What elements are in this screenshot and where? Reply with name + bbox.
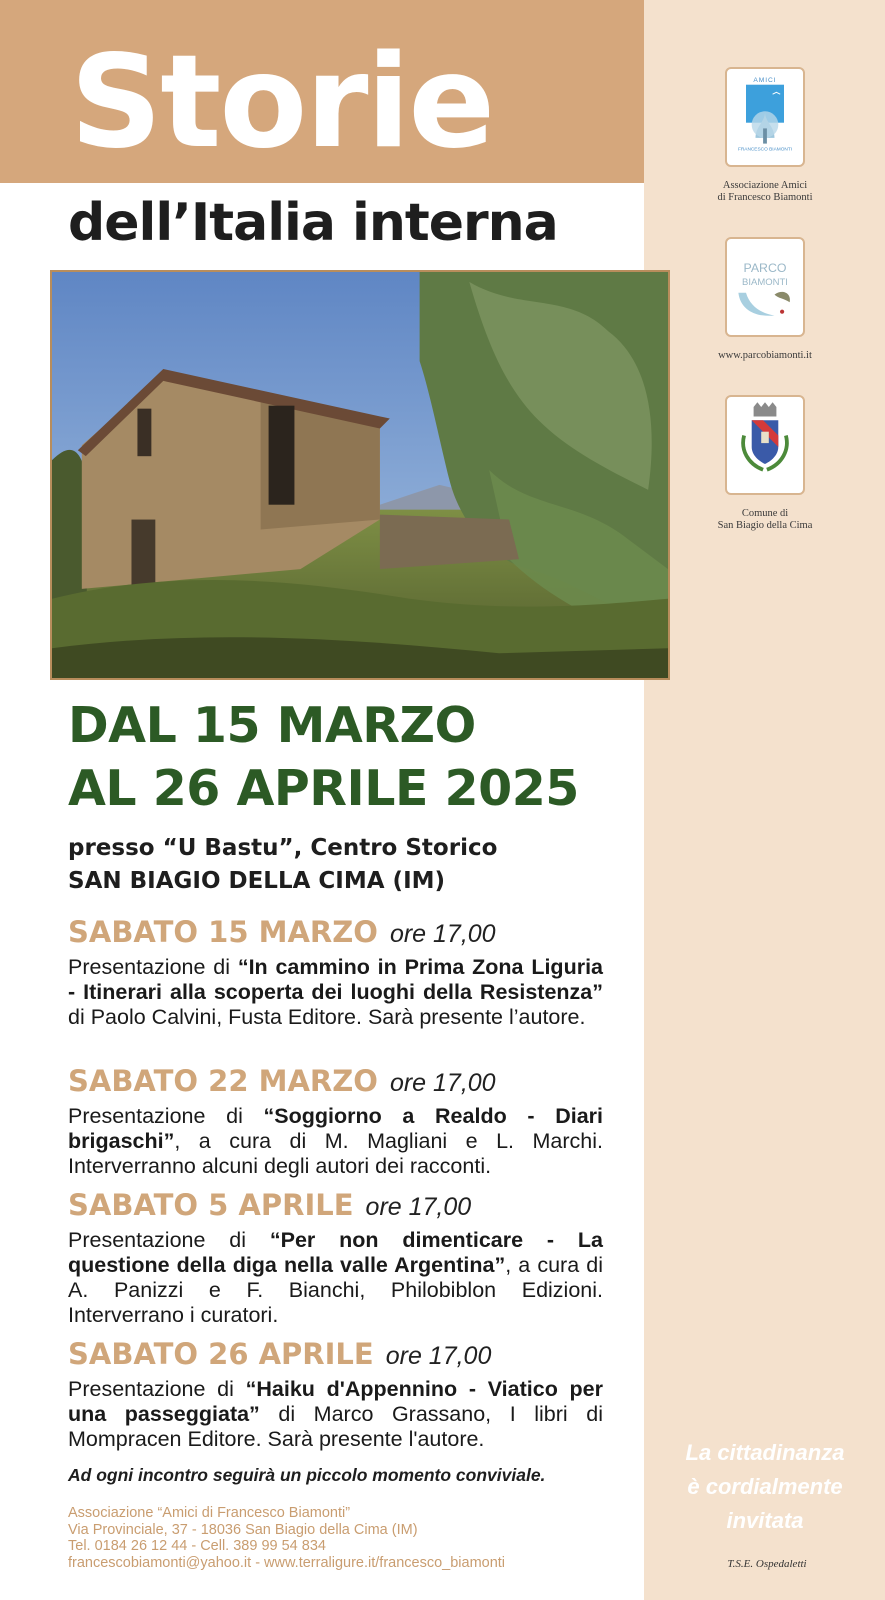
dates-line-2: AL 26 APRILE 2025 bbox=[68, 760, 579, 817]
poster-subtitle: dell’Italia interna bbox=[68, 193, 558, 253]
event-day: SABATO 22 MARZO bbox=[68, 1064, 378, 1098]
logo-text-bottom: BIAMONTI bbox=[742, 277, 788, 289]
book-title: “In cammino in Prima Zona Liguria - Itinerari alla scoperta dei luoghi della Resistenza” bbox=[68, 955, 603, 1004]
event-time: ore 17,00 bbox=[389, 1069, 496, 1097]
venue bbox=[68, 832, 497, 898]
event-4 bbox=[68, 1336, 603, 1452]
event-day: SABATO 15 MARZO bbox=[68, 915, 378, 949]
book-title: “Soggiorno a Realdo - Diari brigaschi” bbox=[68, 1104, 603, 1153]
amici-biamonti-caption: Associazione Amici di Francesco Biamonti bbox=[717, 180, 813, 203]
dates-line-1: DAL 15 MARZO bbox=[68, 697, 476, 754]
printer-credit: T.S.E. Ospedaletti bbox=[727, 1558, 807, 1570]
poster-title: Storie bbox=[70, 28, 494, 177]
footer-email-web[interactable]: francescobiamonti@yahoo.it - www.terraligure.it/francesco_biamonti bbox=[68, 1554, 506, 1571]
logo-text-top: AMICI bbox=[753, 76, 777, 84]
event-description: Presentazione di “Haiku d'Appennino - Viatico per una passeggiata” di Marco Grassano, I libri di Mompracen Editore. Sarà presente l'autore. bbox=[68, 1377, 603, 1451]
logo-text-bottom: FRANCESCO BIAMONTI bbox=[737, 147, 793, 153]
event-time: ore 17,00 bbox=[385, 1342, 492, 1370]
parco-biamonti-caption[interactable]: www.parcobiamonti.it bbox=[718, 350, 812, 361]
event-dates bbox=[68, 694, 579, 820]
parco-biamonti-logo-icon bbox=[725, 237, 805, 337]
comune-coat-of-arms-icon bbox=[725, 395, 805, 495]
venue-line-2: SAN BIAGIO DELLA CIMA (IM) bbox=[68, 868, 446, 894]
event-time: ore 17,00 bbox=[389, 920, 496, 948]
footer-address: Via Provinciale, 37 - 18036 San Biagio della Cima (IM) bbox=[68, 1521, 418, 1538]
event-description: Presentazione di “Per non dimenticare - La questione della diga nella valle Argentina”, a cura di A. Panizzi e F. Bianchi, Philobiblon Edizioni. Interverrano i curatori. bbox=[68, 1228, 603, 1327]
comune-caption: Comune di San Biagio della Cima bbox=[717, 508, 813, 531]
event-description: Presentazione di “In cammino in Prima Zona Liguria - Itinerari alla scoperta dei luoghi della Resistenza” di Paolo Calvini, Fusta Editore. Sarà presente l’autore. bbox=[68, 955, 603, 1029]
event-description: Presentazione di “Soggiorno a Realdo - Diari brigaschi”, a cura di M. Magliani e L. Marchi. Interverranno alcuni degli autori dei racconti. bbox=[68, 1104, 603, 1178]
footer-contacts bbox=[68, 1505, 505, 1571]
logo-text-top: PARCO bbox=[743, 260, 787, 275]
amici-biamonti-logo-icon bbox=[725, 67, 805, 167]
event-2 bbox=[68, 1063, 603, 1179]
event-day: SABATO 26 APRILE bbox=[68, 1337, 374, 1371]
event-time: ore 17,00 bbox=[365, 1193, 472, 1221]
footer-association: Associazione “Amici di Francesco Biamonti” bbox=[68, 1505, 351, 1521]
stone-ruin-landscape-photo bbox=[50, 270, 670, 680]
event-1 bbox=[68, 914, 603, 1030]
event-day: SABATO 5 APRILE bbox=[68, 1188, 354, 1222]
footer-phone: Tel. 0184 26 12 44 - Cell. 389 99 54 834 bbox=[68, 1538, 326, 1554]
invitation-text: La cittadinanza è cordialmente invitata bbox=[685, 1440, 845, 1533]
venue-line-1: presso “U Bastu”, Centro Storico bbox=[68, 835, 498, 861]
book-title: “Per non dimenticare - La questione della diga nella valle Argentina” bbox=[68, 1228, 603, 1277]
book-title: “Haiku d'Appennino - Viatico per una passeggiata” bbox=[68, 1377, 603, 1426]
closing-note: Ad ogni incontro seguirà un piccolo momento conviviale. bbox=[68, 1465, 546, 1485]
event-3 bbox=[68, 1187, 603, 1328]
